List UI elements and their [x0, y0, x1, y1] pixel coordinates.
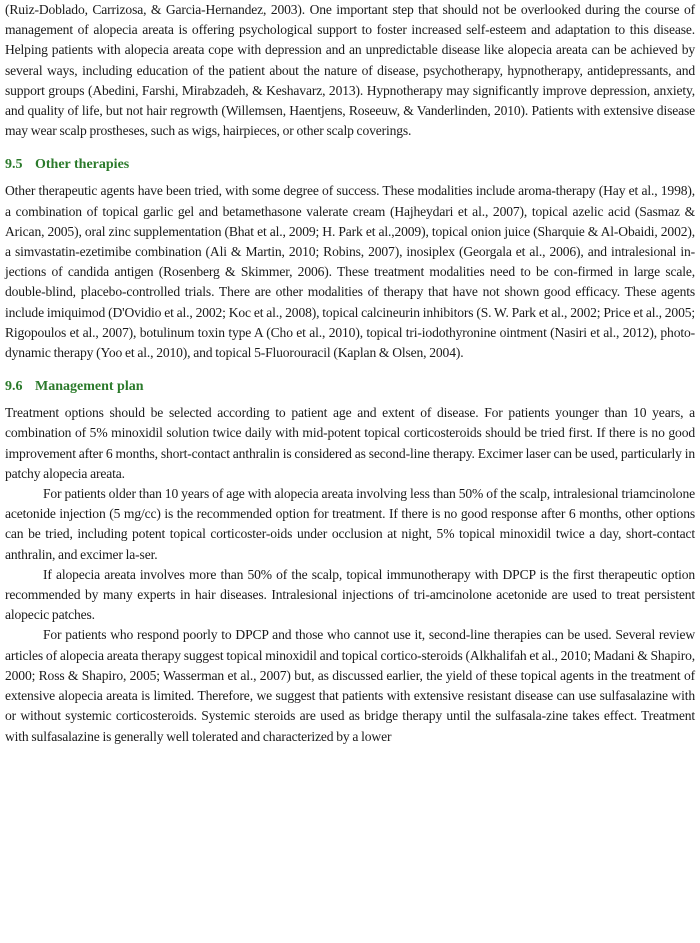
management-paragraph-2: For patients older than 10 years of age with alopecia areata involving less than 50% of the scalp, intralesional triamcinolone acetonide injection (5 mg/cc) is the recommended option for treatment. If there is no good response after 6 months, other options can be tried, including potent topical corticoster-oids under occlusion at night, 5% topical minoxidil twice a day, short-contact anthralin, and excimer la-ser. — [5, 486, 695, 562]
intro-paragraph: (Ruiz-Doblado, Carrizosa, & Garcia-Hernandez, 2003). One important step that should not be overlooked during the course of management of alopecia areata is offering psychological support to foster increased self-esteem and adaptation to this disease. Helping patients with alopecia areata cope with depression and an unpredictable disease like alopecia areata can be achieved by several ways, including education of the patient about the nature of disease, psychotherapy, hypnotherapy, antidepressants, and support groups (Abedini, Farshi, Mirabzadeh, & Keshavarz, 2013). Hypnotherapy may significantly improve depression, anxiety, and quality of life, but not hair regrowth (Willemsen, Haentjens, Roseeuw, & Vanderlinden, 2010). Patients with extensive disease may wear scalp prostheses, such as wigs, hairpieces, or other scalp coverings. — [5, 2, 695, 139]
spacer — [5, 141, 695, 155]
management-paragraph-3: If alopecia areata involves more than 50% of the scalp, topical immunotherapy with DPCP is the first therapeutic option recommended by many experts in hair diseases. Intralesional injections of tri-amcinolone acetonide are used to treat persistent alopecic patches. — [5, 566, 695, 623]
management-paragraph-1: Treatment options should be selected according to patient age and extent of disease. For patients younger than 10 years, a combination of 5% minoxidil solution twice daily with mid-potent topical corticosteroids should be tried first. If there is no good improvement after 6 months, short-contact anthralin is considered as second-line therapy. Excimer laser can be used, particularly in patchy alopecia areata. — [5, 405, 695, 481]
section-number: 9.6 — [5, 379, 23, 395]
section-heading-management-plan — [5, 377, 695, 397]
section-heading-other-therapies — [5, 155, 695, 175]
other-therapies-paragraph: Other therapeutic agents have been tried, with some degree of success. These modalities include aroma-therapy (Hay et al., 1998), a combination of topical garlic gel and betamethasone valerate cream (Hajheydari et al., 2007), topical azelic acid (Sasmaz & Arican, 2005), oral zinc supplementation (Bhat et al., 2009; H. Park et al.,2009), topical onion juice (Sharquie & Al-Obaidi, 2002), a simvastatin-ezetimibe combination (Ali & Martin, 2010; Robins, 2007), inosiplex (Georgala et al., 2006), and intralesional in-jections of candida antigen (Rosenberg & Skimmer, 2006). These treatment modalities need to be con-firmed in large scale, double-blind, placebo-controlled trials. There are other modalities of therapy that have not shown good efficacy. These agents include imiquimod (D'Ovidio et al., 2002; Koc et al., 2008), topical calcineurin inhibitors (S. W. Park et al., 2002; Price et al., 2005; Rigopoulos et al., 2007), botulinum toxin type A (Cho et al., 2010), topical tri-iodothyronine ointment (Nasiri et al., 2012), photo-dynamic therapy (Yoo et al., 2010), and topical 5-Fluorouracil (Kaplan & Olsen, 2004). — [5, 183, 695, 361]
section-title: Other therapies — [35, 157, 130, 173]
section-number: 9.5 — [5, 157, 23, 173]
spacer — [5, 363, 695, 377]
document-page — [5, 0, 695, 747]
section-title: Management plan — [35, 379, 144, 395]
management-paragraph-4: For patients who respond poorly to DPCP and those who cannot use it, second-line therapies can be used. Several review articles of alopecia areata therapy suggest topical minoxidil and topical cortico-steroids (Alkhalifah et al., 2010; Madani & Shapiro, 2000; Ross & Shapiro, 2005; Wasserman et al., 2007) but, as discussed earlier, the yield of these topical agents in the treatment of extensive alopecia areata is limited. Therefore, we suggest that patients with extensive resistant disease can use sulfasalazine with or without systemic corticosteroids. Systemic steroids are used as bridge therapy until the sulfasala-zine takes effect. Treatment with sulfasalazine is generally well tolerated and characterized by a lower — [5, 627, 695, 744]
